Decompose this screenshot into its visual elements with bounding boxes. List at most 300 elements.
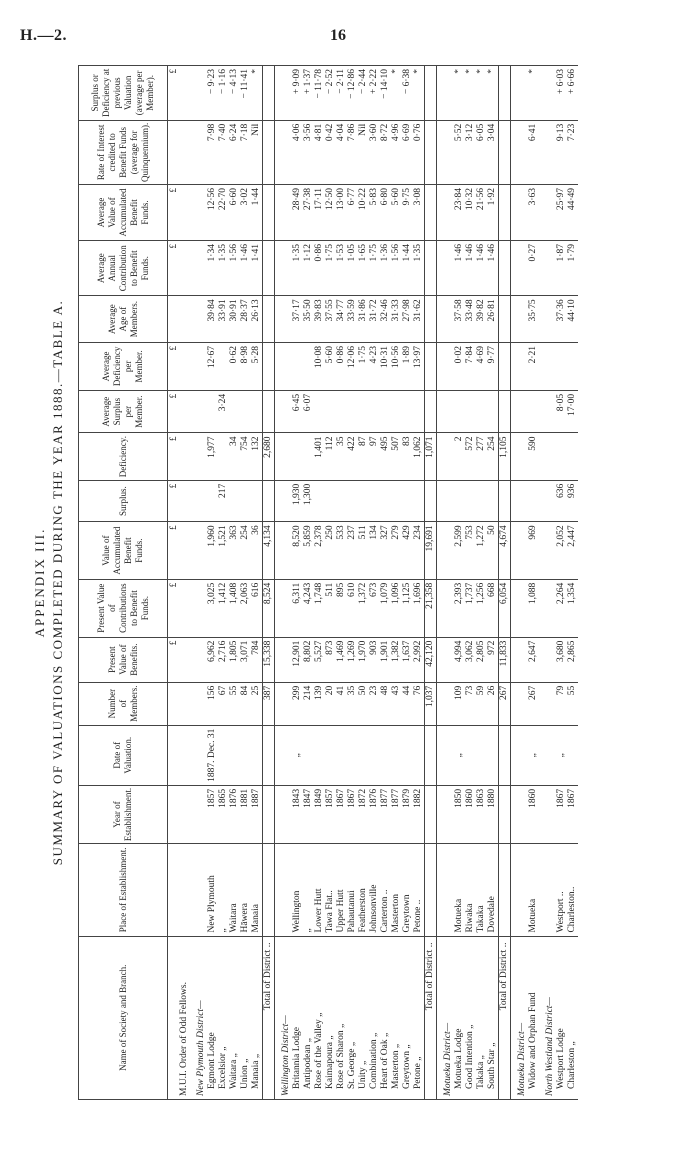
rotated-table-area [30, 65, 640, 1100]
cell-avg-age: 27·98 [402, 296, 413, 343]
total-place [425, 844, 437, 936]
empty-cell [437, 66, 455, 121]
col-header-avg-surplus: Average Surplus per Member. [79, 390, 168, 433]
cell-surplus-def: + 2·22 [369, 66, 380, 121]
total-avg-age [263, 296, 275, 343]
table-row [314, 66, 325, 1100]
total-avg-age [425, 296, 437, 343]
cell-date [229, 725, 240, 785]
empty-cell [190, 66, 207, 121]
cell-name: Egmont Lodge [207, 936, 218, 1099]
cell-avg-funds: 17·11 [314, 184, 325, 240]
cell-avg-contribution: 1·87 [556, 241, 567, 296]
total-avg-deficiency [263, 342, 275, 390]
cell-surplus [528, 480, 539, 522]
cell-place: Johnsonville [369, 844, 380, 936]
cell-avg-age: 35·75 [528, 296, 539, 343]
cell-benefits: 1,469 [336, 637, 347, 682]
cell-place: Motueka [454, 844, 465, 936]
total-benefits: 11,833 [499, 637, 511, 682]
cell-surplus-def: + 9·09 [292, 66, 303, 121]
empty-cell [179, 785, 190, 843]
cell-members: 48 [380, 682, 391, 725]
cell-avg-funds: 5·60 [391, 184, 402, 240]
empty-cell [190, 390, 207, 433]
cell-deficiency: 590 [528, 433, 539, 480]
cell-funds: 533 [336, 522, 347, 579]
cell-deficiency: 754 [240, 433, 251, 480]
cell-place: Tawa Flat.. [325, 844, 336, 936]
cell-name: Combination „ [369, 936, 380, 1099]
cell-year: 1880 [487, 785, 499, 843]
empty-cell [179, 579, 190, 637]
total-surplus [499, 480, 511, 522]
cell-funds: 8,520 [292, 522, 303, 579]
cell-deficiency: 112 [325, 433, 336, 480]
cell-avg-deficiency: 1·89 [402, 342, 413, 390]
cell-place: Carterton .. [380, 844, 391, 936]
cell-year: 1850 [454, 785, 465, 843]
cell-surplus [207, 480, 218, 522]
cell-avg-surplus [347, 390, 358, 433]
empty-cell [539, 579, 556, 637]
cell-avg-deficiency: 2·21 [528, 342, 539, 390]
cell-benefits: 784 [251, 637, 263, 682]
cell-avg-surplus: 17·00 [567, 390, 578, 433]
empty-cell [437, 433, 455, 480]
cell-avg-contribution: 1·05 [347, 241, 358, 296]
district-name: Motueka District— [511, 936, 529, 1099]
cell-date: „ [528, 725, 539, 785]
total-avg-surplus [499, 390, 511, 433]
cell-members: 26 [487, 682, 499, 725]
cell-funds: 363 [229, 522, 240, 579]
cell-avg-deficiency: 12·06 [347, 342, 358, 390]
cell-surplus-def: + 1·37 [303, 66, 314, 121]
cell-place: Masterton [391, 844, 402, 936]
cell-avg-contribution: 1·46 [476, 241, 487, 296]
cell-avg-funds: 3·63 [528, 184, 539, 240]
cell-avg-deficiency: 1·75 [358, 342, 369, 390]
total-avg-age [499, 296, 511, 343]
empty-cell [511, 342, 529, 390]
empty-cell [511, 725, 529, 785]
table-row [487, 66, 499, 1100]
cell-deficiency: 97 [369, 433, 380, 480]
empty-cell [437, 184, 455, 240]
appendix-heading: APPENDIX III. [32, 527, 47, 638]
empty-cell [190, 844, 207, 936]
empty-cell [511, 844, 529, 936]
unit-label: £ [168, 390, 180, 433]
cell-surplus [487, 480, 499, 522]
cell-year: 1872 [358, 785, 369, 843]
cell-avg-surplus: 6·45 [292, 390, 303, 433]
cell-avg-deficiency [567, 342, 578, 390]
empty-cell [179, 390, 190, 433]
cell-deficiency: 277 [476, 433, 487, 480]
cell-members: 76 [413, 682, 425, 725]
cell-surplus-def: − 1·16 [218, 66, 229, 121]
col-header-deficiency: Deficiency. [79, 433, 168, 480]
empty-cell [511, 296, 529, 343]
cell-contributions: 1,088 [528, 579, 539, 637]
cell-interest: 6·41 [528, 120, 539, 184]
cell-name: Motueka Lodge [454, 936, 465, 1099]
cell-place: Riwaka [465, 844, 476, 936]
cell-avg-contribution: 1·46 [465, 241, 476, 296]
cell-place: Wellington [292, 844, 303, 936]
total-label: Total of District .. [499, 936, 511, 1099]
empty-cell [179, 682, 190, 725]
empty-cell [190, 296, 207, 343]
total-benefits: 15,338 [263, 637, 275, 682]
unit-label: £ [168, 579, 180, 637]
cell-benefits: 6,962 [207, 637, 218, 682]
total-interest [263, 120, 275, 184]
cell-surplus [358, 480, 369, 522]
cell-deficiency: 1,977 [207, 433, 218, 480]
empty-cell [190, 682, 207, 725]
cell-surplus: 1,930 [292, 480, 303, 522]
cell-surplus [465, 480, 476, 522]
cell-avg-surplus [476, 390, 487, 433]
cell-avg-contribution: 1·44 [402, 241, 413, 296]
empty-cell [511, 522, 529, 579]
empty-cell [179, 725, 190, 785]
cell-avg-age: 39·83 [314, 296, 325, 343]
cell-date [314, 725, 325, 785]
cell-members: 50 [358, 682, 369, 725]
total-interest [425, 120, 437, 184]
empty-cell [179, 296, 190, 343]
cell-avg-funds: 21·56 [476, 184, 487, 240]
cell-avg-contribution: 1·41 [251, 241, 263, 296]
empty-cell [190, 480, 207, 522]
unit-label: £ [168, 66, 180, 121]
empty-cell [539, 725, 556, 785]
cell-members: 41 [336, 682, 347, 725]
unit-label: £ [168, 637, 180, 682]
total-avg-funds [425, 184, 437, 240]
empty-cell [437, 120, 455, 184]
col-header-benefits: Present Value of Benefits. [79, 637, 168, 682]
cell-funds: 2,052 [556, 522, 567, 579]
cell-date [402, 725, 413, 785]
cell-deficiency: 1,401 [314, 433, 325, 480]
cell-deficiency [556, 433, 567, 480]
cell-contributions: 1,354 [567, 579, 578, 637]
cell-funds: 753 [465, 522, 476, 579]
cell-members: 156 [207, 682, 218, 725]
cell-surplus-def: − 11·41 [240, 66, 251, 121]
cell-benefits: 5,527 [314, 637, 325, 682]
cell-surplus-def: * [465, 66, 476, 121]
cell-avg-age: 33·59 [347, 296, 358, 343]
table-row [229, 66, 240, 1100]
table-row [207, 66, 218, 1100]
cell-avg-age: 33·48 [465, 296, 476, 343]
cell-place: „ [303, 844, 314, 936]
empty-cell [511, 66, 529, 121]
cell-funds: 2,447 [567, 522, 578, 579]
empty-cell [511, 480, 529, 522]
empty-cell [275, 241, 293, 296]
cell-avg-age: 33·91 [218, 296, 229, 343]
cell-contributions: 1,372 [358, 579, 369, 637]
cell-date [358, 725, 369, 785]
cell-date [240, 725, 251, 785]
cell-year: 1847 [303, 785, 314, 843]
empty-cell [511, 682, 529, 725]
cell-place: Manaia [251, 844, 263, 936]
cell-avg-age: 30·91 [229, 296, 240, 343]
empty-cell [179, 844, 190, 936]
cell-place: Upper Hutt [336, 844, 347, 936]
total-avg-surplus [425, 390, 437, 433]
cell-members: 67 [218, 682, 229, 725]
cell-members: 299 [292, 682, 303, 725]
cell-avg-surplus [369, 390, 380, 433]
cell-contributions: 1,696 [413, 579, 425, 637]
cell-name: Antipodean „ [303, 936, 314, 1099]
cell-funds: 254 [240, 522, 251, 579]
cell-avg-contribution: 1·53 [336, 241, 347, 296]
cell-avg-age: 37·36 [556, 296, 567, 343]
cell-avg-funds: 28·49 [292, 184, 303, 240]
cell-avg-age: 26·13 [251, 296, 263, 343]
total-year [425, 785, 437, 843]
cell-place: New Plymouth [207, 844, 218, 936]
cell-surplus-def: + 6·66 [567, 66, 578, 121]
cell-avg-contribution: 1·79 [567, 241, 578, 296]
empty-cell [179, 433, 190, 480]
cell-interest: 4·04 [336, 120, 347, 184]
cell-benefits: 873 [325, 637, 336, 682]
cell-interest: 6·69 [402, 120, 413, 184]
cell-benefits: 1,637 [402, 637, 413, 682]
cell-interest: 0·42 [325, 120, 336, 184]
table-row [336, 66, 347, 1100]
cell-deficiency: 35 [336, 433, 347, 480]
cell-surplus [325, 480, 336, 522]
cell-avg-funds: 27·38 [303, 184, 314, 240]
empty-cell [437, 637, 455, 682]
cell-benefits: 3,062 [465, 637, 476, 682]
empty-cell [190, 725, 207, 785]
cell-avg-age: 35·50 [303, 296, 314, 343]
total-deficiency: 1,071 [425, 433, 437, 480]
cell-name: Heart of Oak „ [380, 936, 391, 1099]
cell-avg-surplus [207, 390, 218, 433]
cell-surplus [229, 480, 240, 522]
cell-avg-age: 44·10 [567, 296, 578, 343]
district-total-row [425, 66, 437, 1100]
cell-date [303, 725, 314, 785]
society-heading-row [179, 66, 190, 1100]
empty-cell [275, 390, 293, 433]
cell-avg-deficiency: 13·97 [413, 342, 425, 390]
cell-surplus [413, 480, 425, 522]
cell-surplus [380, 480, 391, 522]
cell-interest: 3·04 [487, 120, 499, 184]
empty-cell [539, 785, 556, 843]
cell-place: Hāwera [240, 844, 251, 936]
empty-cell [190, 241, 207, 296]
cell-avg-deficiency [303, 342, 314, 390]
cell-date [487, 725, 499, 785]
society-name: M.U.I. Order of Odd Fellows. [179, 936, 190, 1099]
cell-avg-funds: 6·80 [380, 184, 391, 240]
cell-deficiency: 1,062 [413, 433, 425, 480]
cell-avg-funds: 9·75 [402, 184, 413, 240]
empty-cell [190, 184, 207, 240]
cell-avg-deficiency: 4·23 [369, 342, 380, 390]
cell-name: Excelsior „ [218, 936, 229, 1099]
cell-surplus: 1,300 [303, 480, 314, 522]
cell-place: Motueka [528, 844, 539, 936]
cell-interest: 4·81 [314, 120, 325, 184]
cell-year: 1877 [380, 785, 391, 843]
cell-name: Waitara „ [229, 936, 240, 1099]
cell-avg-deficiency: 10·31 [380, 342, 391, 390]
empty-cell [275, 522, 293, 579]
unit-label: £ [168, 342, 180, 390]
unit-label: £ [168, 184, 180, 240]
empty-cell [539, 480, 556, 522]
cell-name: Manaia „ [251, 936, 263, 1099]
empty-cell [539, 522, 556, 579]
cell-avg-age: 31·86 [358, 296, 369, 343]
cell-avg-surplus [229, 390, 240, 433]
cell-surplus-def: * [476, 66, 487, 121]
total-funds: 19,691 [425, 522, 437, 579]
total-avg-contribution [263, 241, 275, 296]
total-avg-deficiency [499, 342, 511, 390]
cell-deficiency: 572 [465, 433, 476, 480]
cell-avg-deficiency [218, 342, 229, 390]
cell-surplus-def: * [454, 66, 465, 121]
district-heading-row [437, 66, 455, 1100]
cell-avg-contribution: 0·27 [528, 241, 539, 296]
cell-place: Pahautanui [347, 844, 358, 936]
cell-place: Featherston [358, 844, 369, 936]
table-row [218, 66, 229, 1100]
total-place [499, 844, 511, 936]
cell-avg-deficiency: 10·08 [314, 342, 325, 390]
cell-funds: 5,859 [303, 522, 314, 579]
cell-surplus [454, 480, 465, 522]
cell-avg-deficiency [292, 342, 303, 390]
header-row [79, 66, 168, 1100]
empty-cell [511, 637, 529, 682]
cell-avg-age: 31·33 [391, 296, 402, 343]
empty-cell [539, 637, 556, 682]
valuation-table [78, 65, 578, 1100]
unit-row [168, 66, 180, 1100]
cell-place: Takaka [476, 844, 487, 936]
cell-date [413, 725, 425, 785]
cell-funds: 36 [251, 522, 263, 579]
cell-avg-funds: 13·00 [336, 184, 347, 240]
cell-date [347, 725, 358, 785]
cell-avg-funds: 10·32 [465, 184, 476, 240]
col-header-contributions: Present Value of Contributions to Benefit Funds. [79, 579, 168, 637]
total-label: Total of District .. [263, 936, 275, 1099]
cell-benefits: 8,802 [303, 637, 314, 682]
cell-funds: 1,521 [218, 522, 229, 579]
cell-deficiency: 132 [251, 433, 263, 480]
cell-interest: 8·72 [380, 120, 391, 184]
cell-funds: 511 [358, 522, 369, 579]
cell-avg-surplus [251, 390, 263, 433]
cell-surplus-def: − 14·10 [380, 66, 391, 121]
cell-avg-contribution: 1·75 [369, 241, 380, 296]
cell-surplus [402, 480, 413, 522]
cell-year: 1843 [292, 785, 303, 843]
cell-contributions: 2,393 [454, 579, 465, 637]
cell-surplus [369, 480, 380, 522]
district-heading-row [275, 66, 293, 1100]
district-heading-row [190, 66, 207, 1100]
cell-surplus: 936 [567, 480, 578, 522]
cell-surplus-def: − 12·86 [347, 66, 358, 121]
cell-date: 1887. Dec. 31 [207, 725, 218, 785]
empty-cell [511, 241, 529, 296]
cell-contributions: 1,412 [218, 579, 229, 637]
cell-avg-surplus [413, 390, 425, 433]
cell-avg-funds: 12·56 [207, 184, 218, 240]
cell-avg-deficiency: 7·84 [465, 342, 476, 390]
cell-interest: 5·52 [454, 120, 465, 184]
cell-year: 1860 [528, 785, 539, 843]
empty-cell [437, 682, 455, 725]
cell-contributions: 610 [347, 579, 358, 637]
cell-name: South Star „ [487, 936, 499, 1099]
total-avg-deficiency [425, 342, 437, 390]
cell-benefits: 2,805 [476, 637, 487, 682]
cell-members: 79 [556, 682, 567, 725]
cell-contributions: 6,311 [292, 579, 303, 637]
cell-year: 1887 [251, 785, 263, 843]
title-block [32, 65, 66, 1100]
total-members: 267 [499, 682, 511, 725]
cell-members: 55 [229, 682, 240, 725]
cell-benefits: 1,269 [347, 637, 358, 682]
cell-name: Greytown „ [402, 936, 413, 1099]
cell-funds: 134 [369, 522, 380, 579]
table-body [168, 66, 579, 1100]
cell-avg-contribution: 1·56 [229, 241, 240, 296]
empty-cell [437, 579, 455, 637]
cell-surplus [476, 480, 487, 522]
cell-avg-deficiency [556, 342, 567, 390]
cell-avg-contribution: 1·65 [358, 241, 369, 296]
cell-avg-age: 37·55 [325, 296, 336, 343]
cell-year: 1865 [218, 785, 229, 843]
cell-avg-surplus [465, 390, 476, 433]
cell-name: Petone „ [413, 936, 425, 1099]
empty-cell [179, 184, 190, 240]
cell-benefits: 1,970 [358, 637, 369, 682]
cell-contributions: 1,079 [380, 579, 391, 637]
col-header-interest: Rate of Interest credited to Benefit Funds (average for Quinquennium). [79, 120, 168, 184]
total-avg-funds [499, 184, 511, 240]
empty-cell [539, 120, 556, 184]
cell-contributions: 1,408 [229, 579, 240, 637]
cell-contributions: 1,125 [402, 579, 413, 637]
total-year [499, 785, 511, 843]
